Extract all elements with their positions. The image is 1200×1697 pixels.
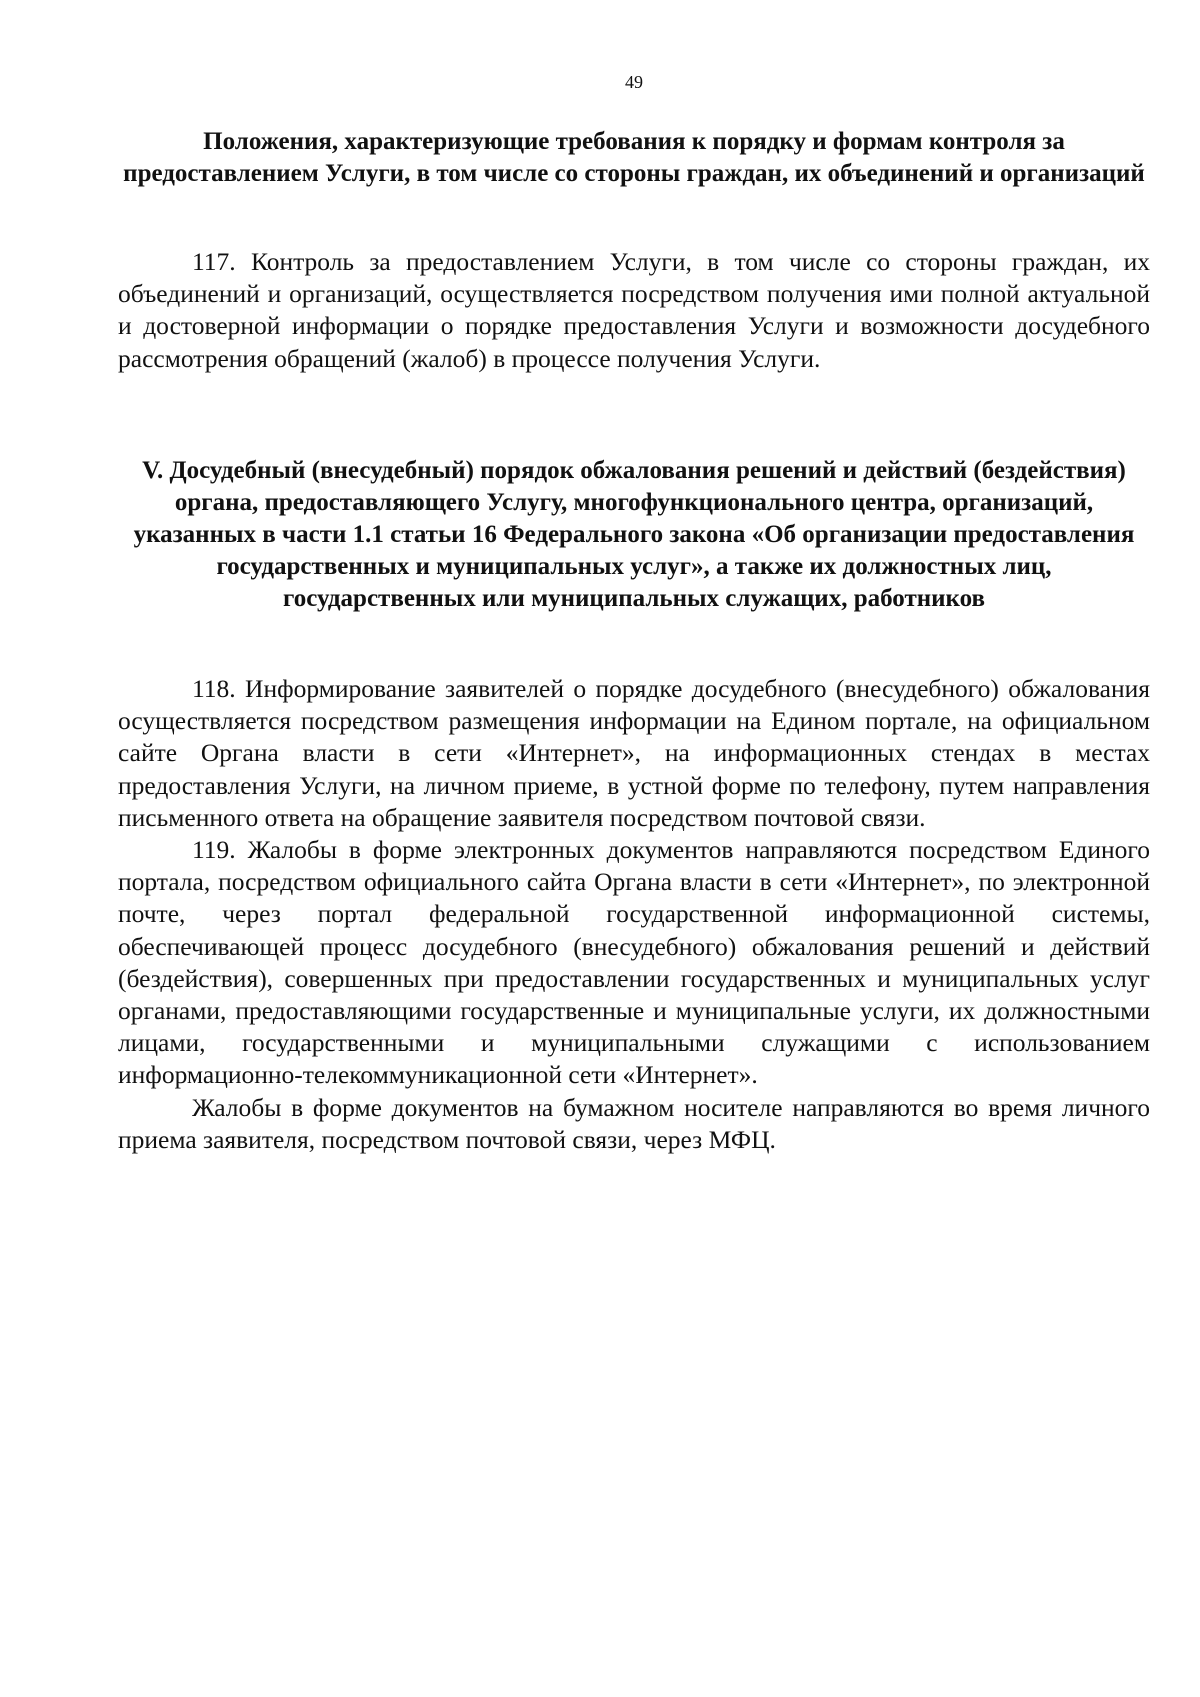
paragraph-paper-complaints: Жалобы в форме документов на бумажном носителе направляются во время личного приема заявителя, посредством почтовой связи, через МФЦ. (118, 1092, 1150, 1154)
paragraph-118: 118. Информирование заявителей о порядке досудебного (внесудебного) обжалования осуществляется посредством размещения информации на Едином портале, на официальном сайте Органа власти в сети «Интернет», на информационных стендах в местах предоставления Услуги, на личном приеме, в устной форме по телефону, путем направления письменного ответа на обращение заявителя посредством почтовой связи. (118, 674, 1150, 832)
section-body-appeal (118, 673, 1150, 1156)
section-heading-appeal: V. Досудебный (внесудебный) порядок обжалования решений и действий (бездействия) органа, предоставляющего Услугу, многофункционального центра, организаций, указанных в части 1.1 статьи 16 Федерального закона «Об организации предоставления государственных и муниципальных услуг», а также их должностных лиц, государственных или муниципальных служащих, работников (133, 457, 1135, 612)
paragraph-119: 119. Жалобы в форме электронных документов направляются посредством Единого портала, посредством официального сайта Органа власти в сети «Интернет», по электронной почте, через портал федеральной государственной информационной системы, обеспечивающей процесс досудебного (внесудебного) обжалования решений и действий (бездействия), совершенных при предоставлении государственных и муниципальных услуг органами, предоставляющими государственные и муниципальные услуги, их должностными лицами, государственными и муниципальными служащими с использованием информационно-телекоммуникационной сети «Интернет». (118, 835, 1150, 1090)
paragraph-117: 117. Контроль за предоставлением Услуги, в том числе со стороны граждан, их объединений и организаций, осуществляется посредством получения ими полной актуальной и достоверной информации о порядке предоставления Услуги и возможности досудебного рассмотрения обращений (жалоб) в процессе получения Услуги. (118, 247, 1150, 373)
section-body-control (118, 246, 1150, 375)
page-number: 49 (625, 72, 643, 92)
section-heading-control: Положения, характеризующие требования к порядку и формам контроля за предоставлением Услуги, в том числе со стороны граждан, их объединений и организаций (123, 128, 1145, 187)
